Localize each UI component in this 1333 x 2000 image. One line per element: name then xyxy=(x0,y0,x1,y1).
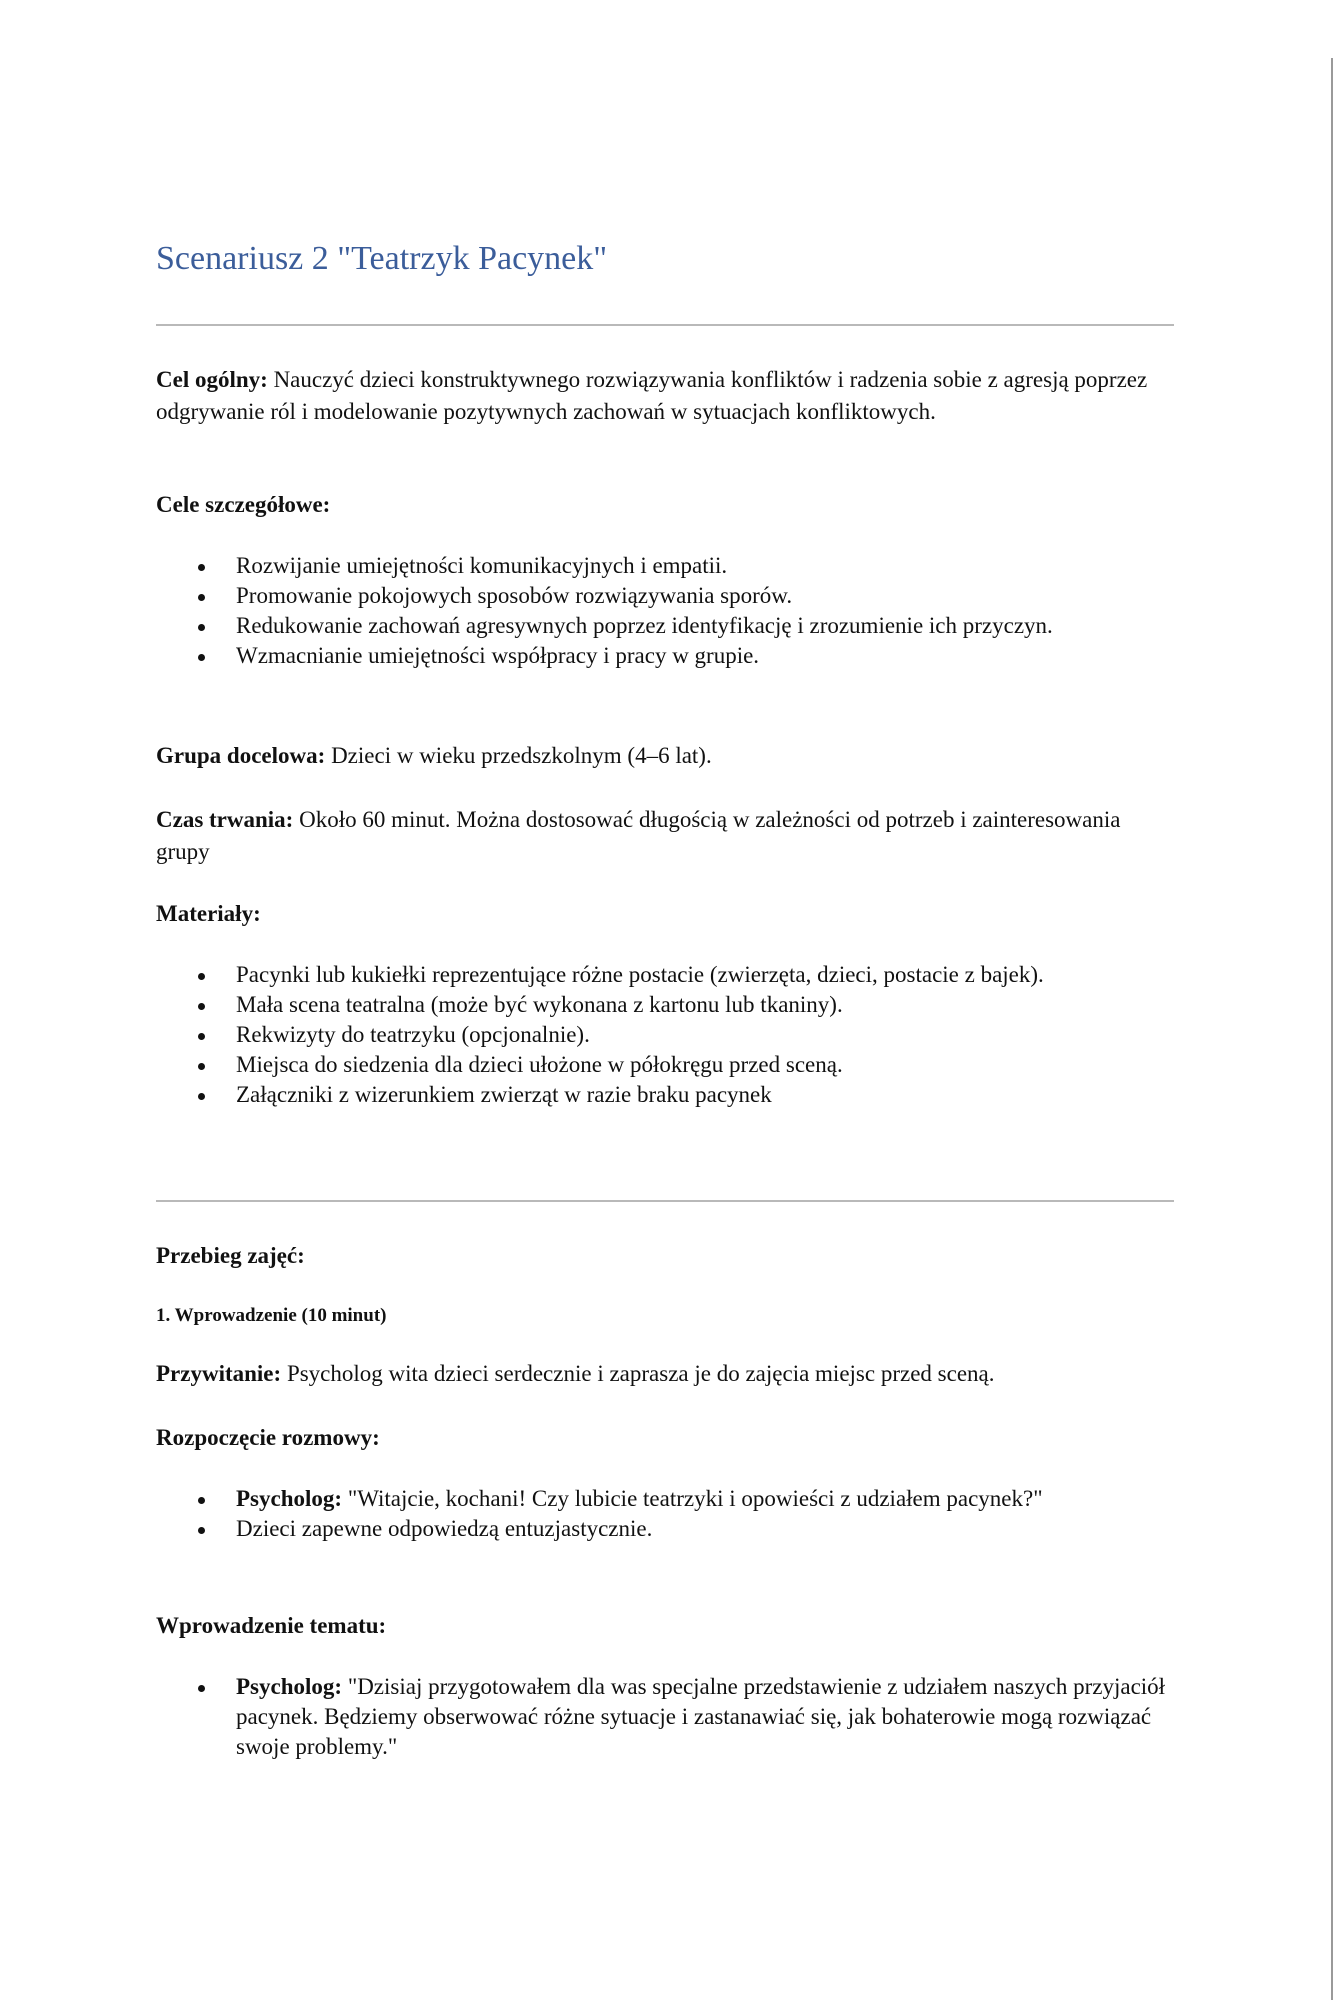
horizontal-rule xyxy=(156,1200,1174,1202)
list-item-text: Miejsca do siedzenia dla dzieci ułożone w półokręgu przed sceną. xyxy=(236,1052,843,1077)
cele-szczegolowe-heading xyxy=(156,489,1176,521)
list-item-text: Rekwizyty do teatrzyku (opcjonalnie). xyxy=(236,1022,590,1047)
list-item-text: "Dzisiaj przygotowałem dla was specjalne przedstawienie z udziałem naszych przyjaciół pacynek. Będziemy obserwować różne sytuacje i zastanawiać się, jak bohaterowie mogą rozwiązać swoje problemy." xyxy=(236,1674,1166,1759)
list-item xyxy=(156,1484,1176,1514)
przywitanie-label: Przywitanie: xyxy=(156,1361,282,1386)
cel-ogolny-paragraph xyxy=(156,364,1176,428)
rozpoczecie-list xyxy=(156,1484,1176,1544)
list-item xyxy=(156,1672,1176,1762)
przebieg-heading-text: Przebieg zajęć: xyxy=(156,1243,305,1268)
cele-szczegolowe-list xyxy=(156,551,1176,671)
list-item-text: Redukowanie zachowań agresywnych poprzez identyfikację i zrozumienie ich przyczyn. xyxy=(236,613,1053,638)
czas-trwania-paragraph xyxy=(156,804,1176,868)
list-item xyxy=(156,551,1176,581)
cel-ogolny-text: Nauczyć dzieci konstruktywnego rozwiązywania konfliktów i radzenia sobie z agresją poprzez odgrywanie ról i modelowanie pozytywnych zachowań w sytuacjach konfliktowych. xyxy=(156,367,1148,424)
grupa-docelowa-label: Grupa docelowa: xyxy=(156,743,326,768)
materialy-heading xyxy=(156,898,1176,930)
speaker-label: Psycholog: xyxy=(236,1674,343,1699)
list-item xyxy=(156,1020,1176,1050)
wprowadzenie-tematu-heading xyxy=(156,1610,1176,1642)
list-item-text: Dzieci zapewne odpowiedzą entuzjastycznie. xyxy=(236,1516,653,1541)
rozpoczecie-heading xyxy=(156,1422,1176,1454)
materialy-heading-text: Materiały: xyxy=(156,901,261,926)
list-item-text: Wzmacnianie umiejętności współpracy i pracy w grupie. xyxy=(236,643,760,668)
czas-trwania-text: Około 60 minut. Można dostosować długością w zależności od potrzeb i zainteresowania grupy xyxy=(156,807,1121,864)
list-item-text: Mała scena teatralna (może być wykonana z kartonu lub tkaniny). xyxy=(236,992,843,1017)
list-item xyxy=(156,641,1176,671)
bullet-icon xyxy=(198,564,205,571)
bullet-icon xyxy=(198,973,205,980)
wprowadzenie-tematu-list xyxy=(156,1672,1176,1762)
list-item xyxy=(156,1080,1176,1110)
speaker-label: Psycholog: xyxy=(236,1486,343,1511)
przywitanie-paragraph xyxy=(156,1358,1176,1390)
bullet-icon xyxy=(198,1685,205,1692)
bullet-icon xyxy=(198,594,205,601)
cel-ogolny-label: Cel ogólny: xyxy=(156,367,268,392)
list-item-text: Rozwijanie umiejętności komunikacyjnych i empatii. xyxy=(236,553,728,578)
list-item xyxy=(156,611,1176,641)
list-item xyxy=(156,1514,1176,1544)
czas-trwania-label: Czas trwania: xyxy=(156,807,294,832)
przebieg-heading xyxy=(156,1240,1176,1272)
bullet-icon xyxy=(198,1497,205,1504)
grupa-docelowa-paragraph xyxy=(156,740,1176,772)
bullet-icon xyxy=(198,624,205,631)
przywitanie-text: Psycholog wita dzieci serdecznie i zaprasza je do zajęcia miejsc przed sceną. xyxy=(281,1361,995,1386)
bullet-icon xyxy=(198,654,205,661)
list-item xyxy=(156,1050,1176,1080)
document-title: Scenariusz 2 "Teatrzyk Pacynek" xyxy=(156,240,608,277)
list-item xyxy=(156,581,1176,611)
bullet-icon xyxy=(198,1033,205,1040)
bullet-icon xyxy=(198,1003,205,1010)
rozpoczecie-heading-text: Rozpoczęcie rozmowy: xyxy=(156,1425,380,1450)
list-item-text: Pacynki lub kukiełki reprezentujące różne postacie (zwierzęta, dzieci, postacie z bajek). xyxy=(236,962,1044,987)
cele-szczegolowe-heading-text: Cele szczegółowe: xyxy=(156,492,331,517)
materialy-list xyxy=(156,960,1176,1110)
list-item xyxy=(156,960,1176,990)
list-item-text: "Witajcie, kochani! Czy lubicie teatrzyki i opowieści z udziałem pacynek?" xyxy=(342,1486,1043,1511)
wprowadzenie-tematu-heading-text: Wprowadzenie tematu: xyxy=(156,1613,387,1638)
bullet-icon xyxy=(198,1063,205,1070)
list-item-text: Załączniki z wizerunkiem zwierząt w razie braku pacynek xyxy=(236,1082,772,1107)
horizontal-rule xyxy=(156,324,1174,326)
bullet-icon xyxy=(198,1527,205,1534)
list-item-text: Promowanie pokojowych sposobów rozwiązywania sporów. xyxy=(236,583,793,608)
bullet-icon xyxy=(198,1093,205,1100)
list-item xyxy=(156,990,1176,1020)
section-1-heading-text: 1. Wprowadzenie (10 minut) xyxy=(156,1305,387,1326)
grupa-docelowa-text: Dzieci w wieku przedszkolnym (4–6 lat). xyxy=(325,743,712,768)
section-1-heading xyxy=(156,1300,1176,1332)
